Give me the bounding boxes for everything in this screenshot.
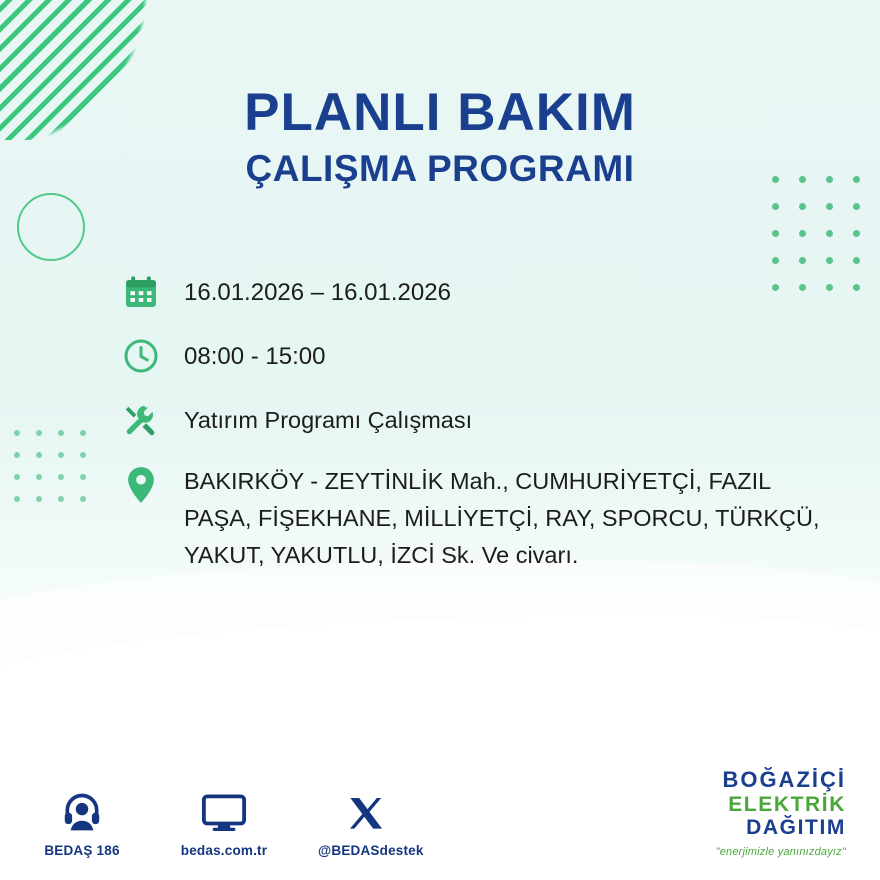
brand-logo (716, 768, 846, 858)
page-subtitle: ÇALIŞMA PROGRAMI (245, 148, 635, 190)
date-range-text: 16.01.2026 – 16.01.2026 (184, 279, 451, 306)
calendar-icon (118, 272, 164, 310)
footer-contact-group (34, 788, 424, 858)
footer-item-phone[interactable] (34, 788, 130, 858)
headset-support-icon (34, 788, 130, 834)
footer-item-website[interactable] (176, 788, 272, 858)
info-row-work-type (118, 400, 840, 439)
footer-website-label: bedas.com.tr (180, 843, 268, 858)
info-row-date (118, 272, 840, 312)
clock-icon (118, 336, 164, 374)
time-range-text: 08:00 - 15:00 (184, 342, 326, 370)
brand-line-1: BOĞAZİÇİ (722, 767, 846, 793)
monitor-icon (176, 788, 272, 834)
work-type-text: Yatırım Programı Çalışması (184, 406, 473, 433)
dot-grid-decoration-left (14, 430, 86, 502)
footer-item-social[interactable] (318, 788, 424, 858)
brand-line-2: ELEKTRİK (728, 792, 846, 816)
footer (0, 768, 880, 858)
tools-icon (118, 400, 164, 438)
circle-outline-decoration (17, 193, 85, 261)
x-social-icon (318, 788, 414, 834)
footer-social-label: @BEDASdestek (318, 843, 424, 858)
brand-line-3: DAĞITIM (746, 816, 846, 840)
info-list (118, 272, 840, 598)
location-text: BAKIRKÖY - ZEYTİNLİK Mah., CUMHURİYETÇİ, FAZIL PAŞA, FİŞEKHANE, MİLLİYETÇİ, RAY, SPORCU, TÜRKÇÜ, YAKUT, YAKUTLU, İZCİ Sk. Ve civarı. (184, 467, 820, 569)
location-pin-icon (118, 463, 164, 505)
poster-title-block (0, 83, 880, 190)
info-row-location (118, 463, 840, 574)
page-title: PLANLI BAKIM (244, 83, 636, 142)
info-row-time (118, 336, 840, 376)
brand-slogan: "enerjimizle yanınızdayız" (715, 845, 846, 858)
footer-phone-label: BEDAŞ 186 (44, 843, 120, 858)
